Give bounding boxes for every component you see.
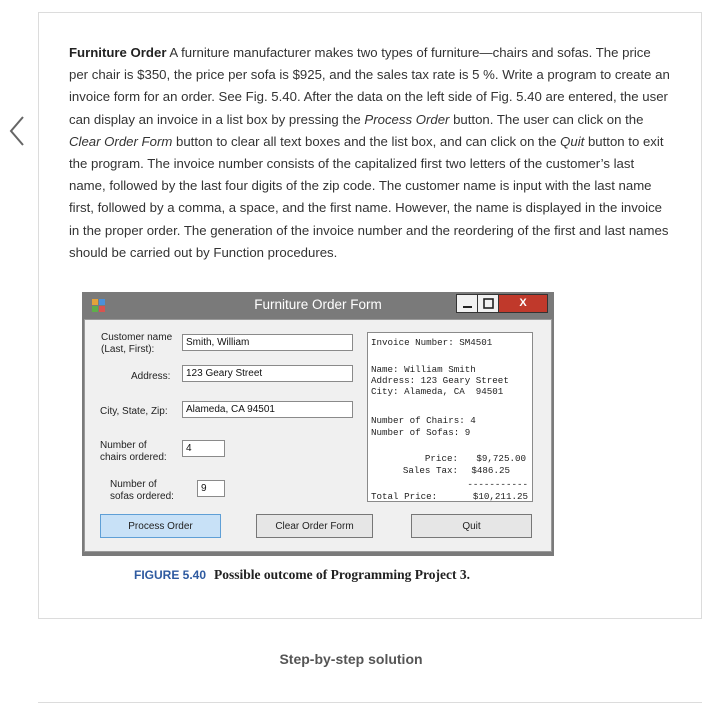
minimize-button[interactable] [456,294,478,313]
invoice-address-line: Address: 123 Geary Street [371,375,509,386]
divider [38,702,702,703]
close-icon: X [519,297,527,309]
figure-caption [134,567,470,583]
chairs-ordered-input[interactable] [182,440,225,457]
invoice-number-line: Invoice Number: SM4501 [371,337,493,348]
figure-text: Possible outcome of Programming Project 3. [214,567,470,582]
step-by-step-heading: Step-by-step solution [279,651,423,667]
sofas-ordered-input[interactable] [197,480,225,497]
invoice-total-value: $10,211.25 [472,491,528,502]
invoice-separator: ----------- [467,479,528,490]
figure-label: FIGURE 5.40 [134,568,207,582]
invoice-chairs-line: Number of Chairs: 4 [371,415,476,426]
maximize-button[interactable] [477,294,499,313]
customer-name-input[interactable] [182,334,353,351]
window-client-area [84,319,552,552]
invoice-tax-value: $486.25 [471,465,510,476]
chairs-ordered-label: Number of chairs ordered: [100,440,167,463]
problem-heading: Furniture Order [69,45,167,60]
sofas-ordered-label: Number of sofas ordered: [110,479,174,502]
invoice-tax-label: Sales Tax: [402,465,458,476]
previous-chevron-icon[interactable] [6,114,28,148]
customer-name-label: Customer name (Last, First): [101,332,173,355]
invoice-sofas-line: Number of Sofas: 9 [371,427,471,438]
furniture-order-window [82,292,554,556]
problem-statement: Furniture Order A furniture manufacturer makes two types of furniture—chairs and sofas. The price per chair is $350, the price per sofa is $925, and the sales tax rate is 5 %. Write a program to create an invoice form for an order. See Fig. 5.40. After the data on the left side of Fig. 5.40 are entered, the user can display an invoice in a list box by pressing the Process Order button. The user can click on the Clear Order Form button to clear all text boxes and the list box, and can click on the Quit button to exit the program. The invoice number consists of the capitalized first two letters of the customer’s last name, followed by the last four digits of the zip code. The customer name is input with the last name first, followed by a comma, a space, and the first name. However, the name is displayed in the invoice in the proper order. The generation of the invoice number and the reordering of the first and last names should be carried out by Function procedures. [69,45,670,260]
address-label: Address: [131,371,171,382]
invoice-price-label: Price: [424,453,458,464]
clear-order-form-button[interactable]: Clear Order Form [256,514,373,538]
invoice-name-line: Name: William Smith [371,364,476,375]
invoice-city-line: City: Alameda, CA 94501 [371,386,504,397]
city-state-zip-label: City, State, Zip: [100,406,168,417]
process-order-button[interactable]: Process Order [100,514,221,538]
invoice-price-value: $9,725.00 [476,453,526,464]
window-titlebar [84,292,552,319]
close-button[interactable] [498,294,548,313]
window-title: Furniture Order Form [254,297,382,312]
problem-card [38,12,702,619]
quit-button[interactable]: Quit [411,514,532,538]
city-state-zip-input[interactable] [182,401,353,418]
address-input[interactable] [182,365,353,382]
invoice-total-label: Total Price: [371,491,438,502]
invoice-listbox[interactable] [367,332,533,502]
